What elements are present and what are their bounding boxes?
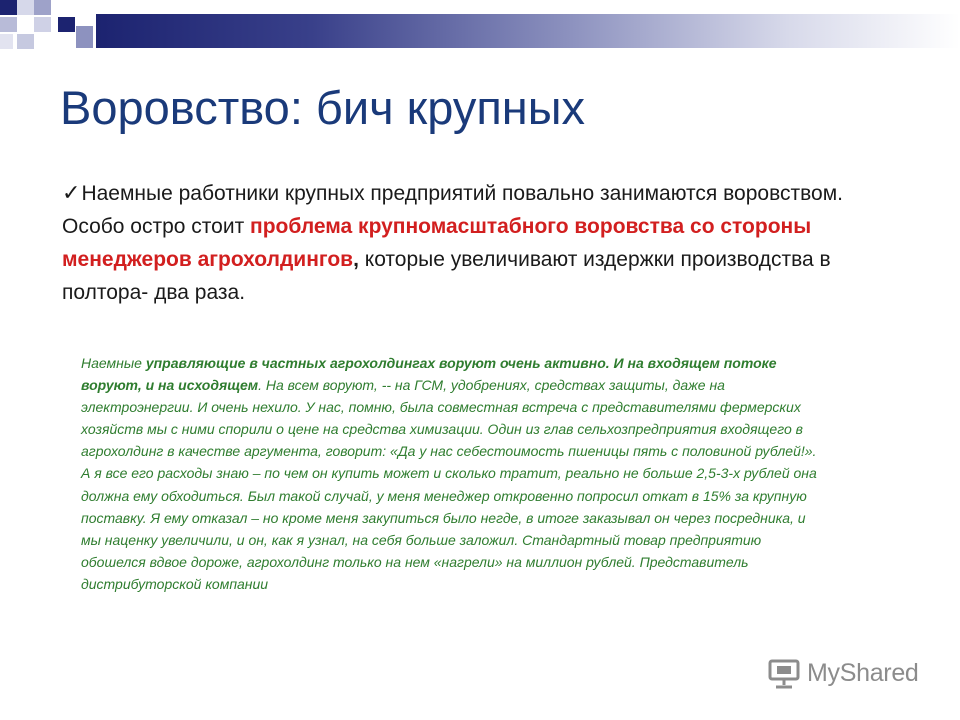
checkmark-icon: ✓ — [62, 180, 81, 205]
decor-square — [34, 0, 51, 15]
bullet-paragraph — [62, 176, 862, 309]
decor-square — [34, 17, 51, 32]
decor-square — [17, 0, 34, 15]
decor-square — [0, 34, 13, 49]
bullet-text-end: которые увеличивают издержки производства в полтора- два раза. — [62, 248, 831, 304]
bullet-text: Наемные работники крупных предприятий повально занимаются воровством. Особо остро стоит — [62, 182, 843, 238]
presentation-board-icon — [767, 657, 801, 689]
slide-title: Воровство: бич крупных — [60, 81, 586, 134]
bullet-comma: , — [353, 248, 359, 271]
decor-square — [17, 34, 34, 49]
watermark — [767, 656, 919, 690]
bullet-highlight: проблема крупномасштабного воровства со стороны менеджеров агрохолдингов — [62, 215, 812, 271]
header-gradient-bar — [96, 14, 960, 48]
decor-square — [0, 17, 17, 32]
quote-text-rest: . На всем воруют, -- на ГСМ, удобрениях, средствах защиты, даже на электроэнергии. И очень нехило. У нас, помню, была совместная встреча с представителями фермерских хозяйств мы с ними спорили о цене на средства химизации. Один из глав сельхозпредприятия входящего в агрохолдинг в качестве аргумента, говорит: «Да у нас себестоимость пшеницы пять с половиной рублей!». А я все его расходы знаю – по чем он купить может и сколько тратит, реально не больше 2,5-3-х рублей она должна ему обходиться. Был такой случай, у меня менеджер откровенно попросил откат в 15% за крупную поставку. Я ему отказал – но кроме меня закупиться было негде, в итоге заказывал он через посредника, и мы наценку увеличили, и он, как я узнал, на себя больше заложил. Стандартный товар предприятию обошелся вдвое дороже, агрохолдинг только на нем «нагрели» на миллион рублей. Представитель дистрибуторской компании — [81, 377, 817, 592]
quote-emphasis: управляющие в частных агрохолдингах воруют очень активно. И на входящем потоке воруют, и на исходящем — [81, 355, 777, 394]
decor-square — [76, 26, 93, 48]
decor-square — [0, 0, 17, 15]
decor-square — [58, 17, 75, 32]
watermark-text: MyShared — [807, 658, 919, 687]
quote-text: Наемные — [81, 355, 146, 371]
quote-block — [81, 352, 821, 595]
